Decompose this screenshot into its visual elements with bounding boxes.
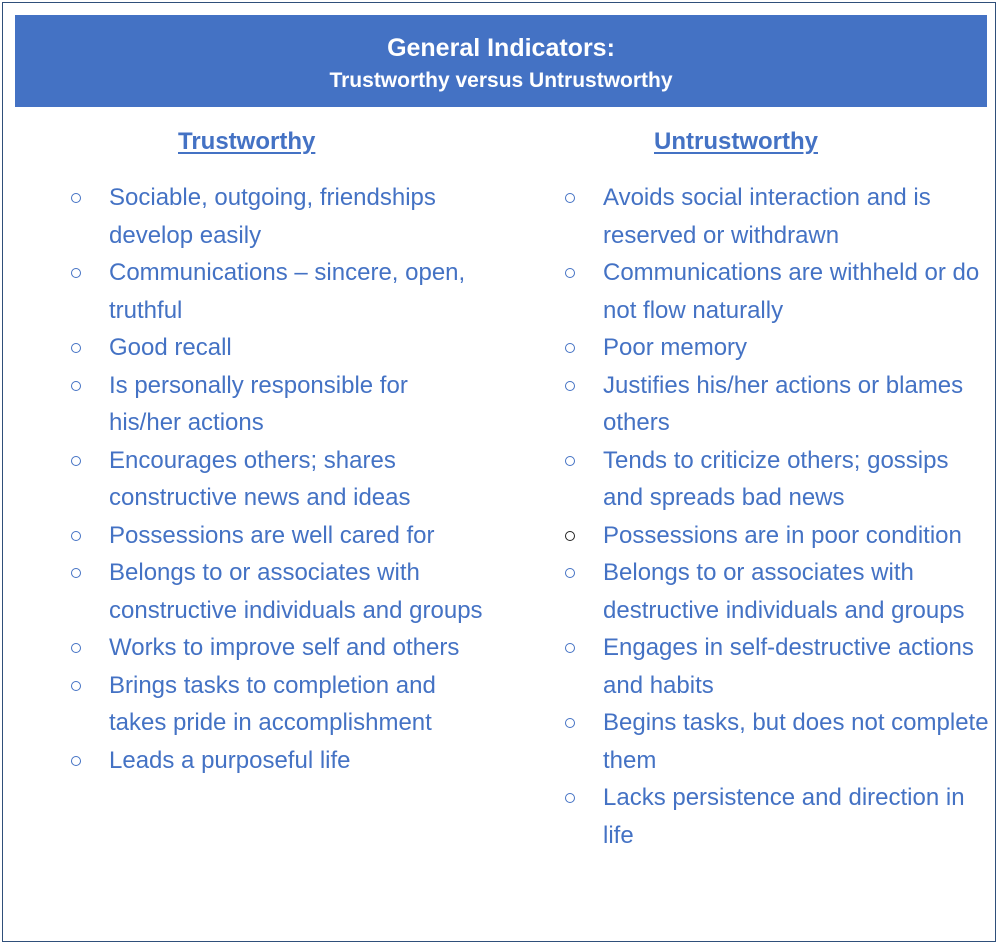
list-item [560,367,990,442]
list-item [560,254,990,329]
list-item-text: Is personally responsible for his/her actions [109,371,408,436]
list-item-text: Poor memory [603,334,748,361]
bullet-icon [565,793,575,803]
list-item-text: Lacks persistence and direction in life [603,784,965,849]
bullet-icon [71,268,81,278]
list-item [560,442,990,517]
list-item [560,329,990,367]
bullet-icon [565,456,575,466]
trustworthy-list [66,179,486,779]
list-item-text: Good recall [109,334,232,361]
list-item [66,629,486,667]
list-item [66,179,486,254]
bullet-icon [71,756,81,766]
bullet-icon [565,381,575,391]
bullet-icon [71,343,81,353]
bullet-icon [565,568,575,578]
bullet-icon [565,718,575,728]
list-item-text: Sociable, outgoing, friendships develop easily [109,184,436,249]
bullet-icon [565,343,575,353]
bullet-icon [565,268,575,278]
list-item [560,179,990,254]
list-item-text: Begins tasks, but does not complete them [603,709,989,774]
list-item-text: Tends to criticize others; gossips and spreads bad news [603,446,949,511]
trustworthy-heading: Trustworthy [178,128,316,155]
list-item-text: Works to improve self and others [109,634,460,661]
list-item-text: Possessions are well cared for [109,521,435,549]
list-item [66,554,486,629]
bullet-icon [71,531,81,541]
list-item-text: Encourages others; shares constructive news and ideas [109,446,411,511]
list-item-text: Belongs to or associates with destructive individuals and groups [603,559,965,624]
list-item [560,779,990,854]
bullet-icon [565,193,575,203]
list-item [66,742,486,780]
bullet-icon [71,568,81,578]
list-item [560,704,990,779]
list-item-text: Communications – sincere, open, truthful [109,259,466,324]
bullet-icon [565,531,575,541]
bullet-icon [71,681,81,691]
list-item [560,629,990,704]
untrustworthy-list [560,179,990,854]
page-subtitle: Trustworthy versus Untrustworthy [329,69,673,92]
header-banner [15,15,987,107]
bullet-icon [71,193,81,203]
page-title: General Indicators: [387,34,615,62]
list-item [66,442,486,517]
list-item-text: Justifies his/her actions or blames others [603,371,964,436]
list-item-text: Brings tasks to completion and takes pride in accomplishment [109,671,436,736]
list-item [66,329,486,367]
list-item [66,517,486,555]
bullet-icon [71,643,81,653]
list-item [560,517,990,555]
list-item-text: Avoids social interaction and is reserved or withdrawn [603,184,931,249]
list-item-text: Communications are withheld or do not flow naturally [603,259,980,324]
bullet-icon [565,643,575,653]
list-item-text: Possessions are in poor condition [603,521,962,549]
bullet-icon [71,456,81,466]
list-item-text: Leads a purposeful life [109,746,351,774]
list-item [66,667,486,742]
list-item-text: Belongs to or associates with constructive individuals and groups [109,559,483,624]
bullet-icon [71,381,81,391]
list-item [560,554,990,629]
list-item-text: Engages in self-destructive actions and habits [603,634,974,699]
list-item [66,254,486,329]
untrustworthy-heading: Untrustworthy [654,128,818,155]
list-item [66,367,486,442]
